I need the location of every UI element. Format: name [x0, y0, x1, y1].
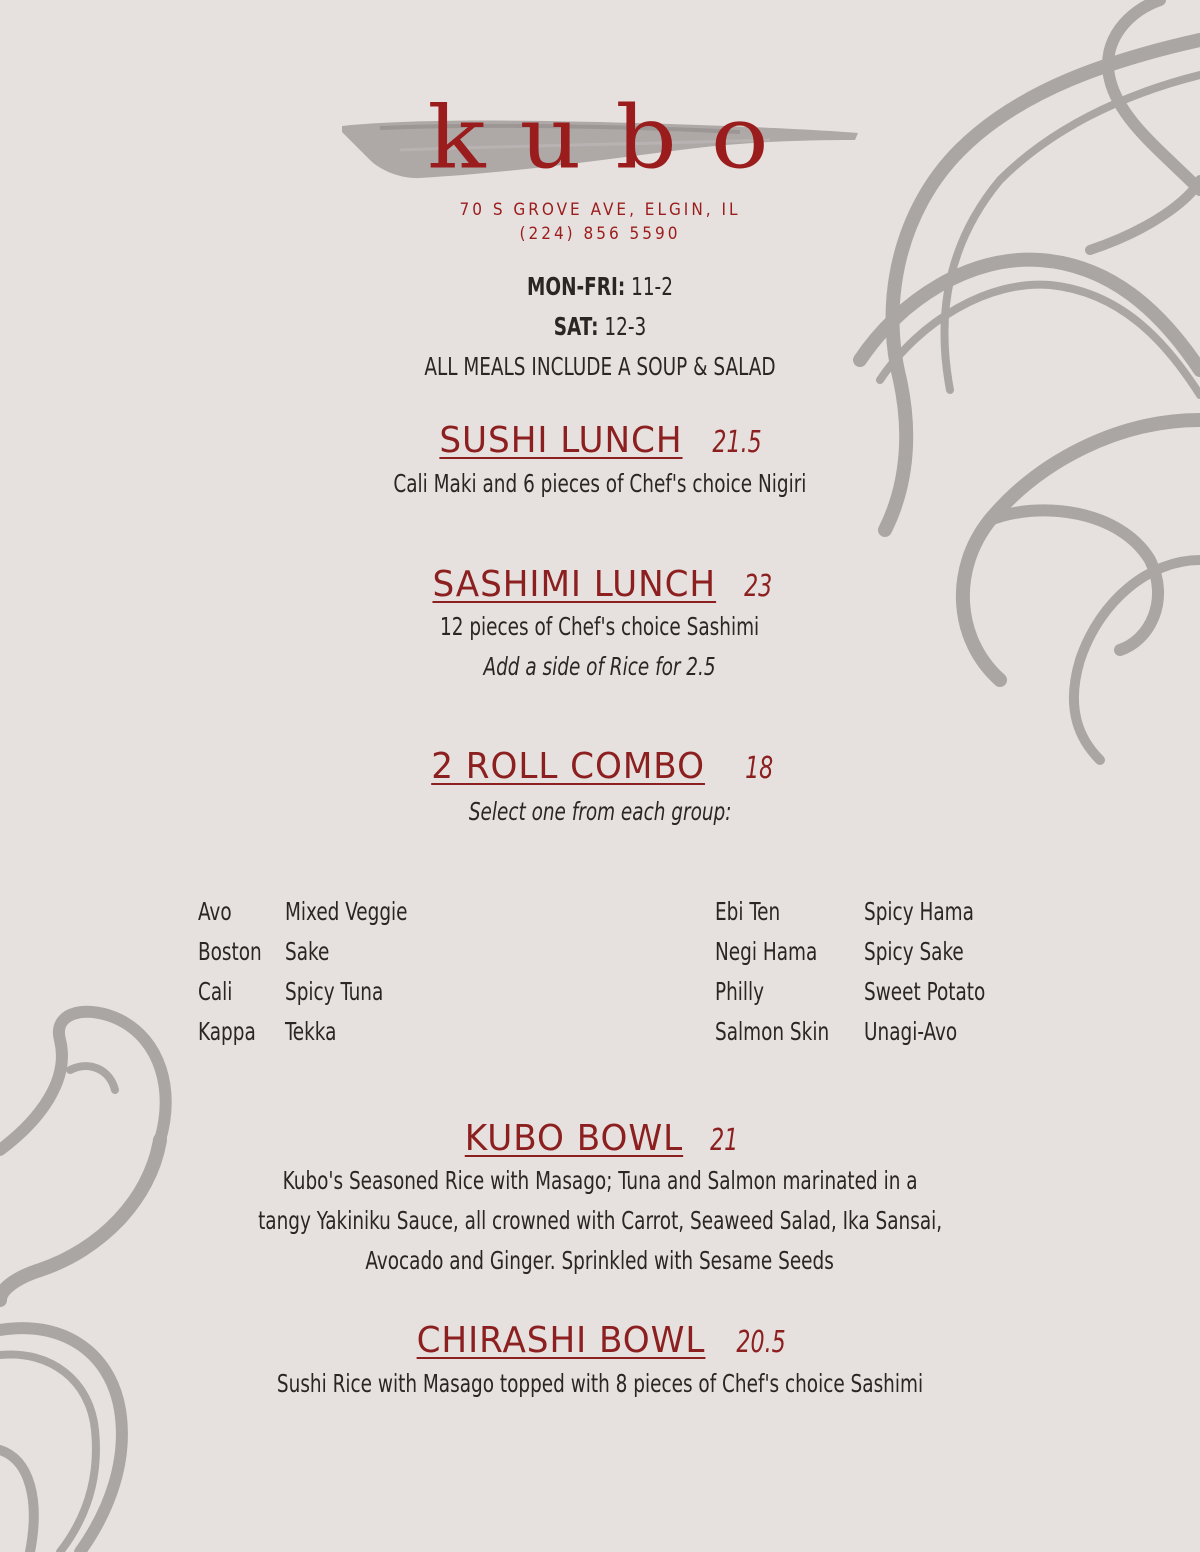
list-item: Philly: [715, 977, 765, 1006]
hours-saturday: [108, 312, 1092, 341]
chirashi-bowl-name: CHIRASHI BOWL: [416, 1320, 706, 1361]
list-item: Cali: [198, 977, 233, 1006]
list-item: Ebi Ten: [715, 897, 781, 926]
sashimi-lunch-description: [0, 607, 1200, 647]
chirashi-bowl-price: 20.5: [736, 1325, 786, 1360]
kubo-bowl-price: 21: [709, 1123, 739, 1158]
list-item: Salmon Skin: [715, 1017, 830, 1046]
roll-group-3: [715, 892, 854, 1052]
list-item: Unagi-Avo: [864, 1017, 958, 1046]
sushi-lunch-description: [0, 464, 1200, 504]
roll-combo-instruction: [0, 792, 1200, 832]
roll-combo-name: 2 ROLL COMBO: [430, 746, 705, 787]
kubo-bowl-description: [0, 1161, 1200, 1281]
list-item: Spicy Tuna: [285, 977, 384, 1006]
restaurant-address: 70 S GROVE AVE, ELGIN, IL: [459, 200, 741, 220]
roll-group-1: [198, 892, 276, 1052]
sashimi-lunch-heading: [0, 564, 1200, 605]
chirashi-bowl-heading: [0, 1320, 1200, 1361]
weekday-label: MON-FRI:: [527, 272, 626, 301]
sushi-lunch-price: 21.5: [712, 425, 762, 460]
restaurant-name: kubo: [427, 87, 803, 189]
list-item: Sweet Potato: [864, 977, 986, 1006]
sashimi-lunch-description-text: 12 pieces of Chef's choice Sashimi: [440, 612, 760, 641]
sushi-lunch-name: SUSHI LUNCH: [439, 420, 683, 461]
roll-combo-price: 18: [745, 751, 774, 786]
sashimi-lunch-addon-text: Add a side of Rice for 2.5: [483, 652, 717, 681]
chirashi-bowl-description-text: Sushi Rice with Masago topped with 8 pieces of Chef's choice Sashimi: [276, 1369, 924, 1398]
restaurant-phone: (224) 856 5590: [519, 224, 681, 244]
list-item: Spicy Hama: [864, 897, 974, 926]
sashimi-lunch-addon: [0, 647, 1200, 687]
sashimi-lunch-price: 23: [744, 569, 773, 604]
roll-combo-instruction-text: Select one from each group:: [468, 797, 732, 826]
sushi-lunch-description-text: Cali Maki and 6 pieces of Chef's choice Nigiri: [393, 469, 807, 498]
saturday-time: 12-3: [604, 312, 647, 341]
list-item: Negi Hama: [715, 937, 818, 966]
kubo-bowl-name: KUBO BOWL: [464, 1118, 684, 1159]
kubo-bowl-heading: [0, 1118, 1200, 1159]
roll-group-4: [864, 892, 1012, 1052]
list-item: Tekka: [285, 1017, 337, 1046]
roll-group-2: [285, 892, 434, 1052]
roll-combo-heading: [0, 746, 1200, 787]
hours-weekday: [108, 272, 1092, 301]
kubo-bowl-description-line: Kubo's Seasoned Rice with Masago; Tuna and Salmon marinated in a: [282, 1166, 918, 1195]
list-item: Mixed Veggie: [285, 897, 408, 926]
sushi-lunch-heading: [0, 420, 1200, 461]
weekday-time: 11-2: [631, 272, 673, 301]
saturday-label: SAT:: [553, 312, 599, 341]
restaurant-logo: [340, 80, 860, 200]
sashimi-lunch-name: SASHIMI LUNCH: [432, 564, 716, 605]
list-item: Boston: [198, 937, 262, 966]
list-item: Sake: [285, 937, 330, 966]
list-item: Avo: [198, 897, 232, 926]
kubo-bowl-description-line: Avocado and Ginger. Sprinkled with Sesame Seeds: [365, 1246, 835, 1275]
list-item: Kappa: [198, 1017, 256, 1046]
kubo-bowl-description-line: tangy Yakiniku Sauce, all crowned with Carrot, Seaweed Salad, Ika Sansai,: [257, 1206, 943, 1235]
meal-note: ALL MEALS INCLUDE A SOUP & SALAD: [424, 352, 776, 381]
chirashi-bowl-description: [0, 1364, 1200, 1404]
list-item: Spicy Sake: [864, 937, 964, 966]
